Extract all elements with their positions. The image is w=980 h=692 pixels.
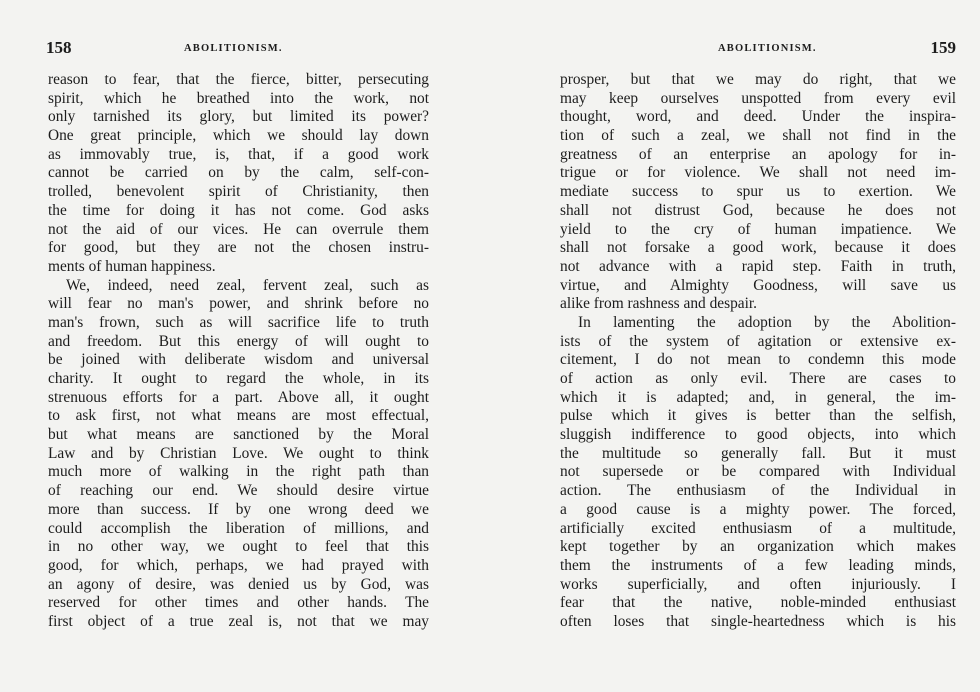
text-line: pulse which it gives is better than the selfish, xyxy=(560,407,956,425)
page-number: 158 xyxy=(46,38,72,57)
text-line: of reaching our end. We should desire virtue xyxy=(48,482,429,500)
text-line: artificially excited enthusiasm of a multitude, xyxy=(560,519,956,537)
text-line: works superficially, and often injuriously. I xyxy=(560,575,956,593)
left-page-header xyxy=(46,38,432,62)
text-line: alike from rashness and despair. xyxy=(560,295,758,313)
text-line: charity. It ought to regard the whole, in its xyxy=(48,370,429,387)
text-line: In lamenting the adoption by the Abolition- xyxy=(578,313,956,331)
text-line: good, for which, perhaps, we had prayed with xyxy=(48,556,429,574)
text-line: of action as only evil. There are cases to xyxy=(560,370,956,387)
text-line: shall not forsake a good work, because it does xyxy=(560,239,956,257)
text-line: tion of such a zeal, we shall not find in the xyxy=(560,127,956,145)
text-line: cannot be carried on by the calm, self-con- xyxy=(48,164,429,182)
text-line: to ask first, not what means are most effectual, xyxy=(48,407,429,425)
text-line: the multitude so generally fall. But it must xyxy=(560,444,956,462)
text-line: prosper, but that we may do right, that we xyxy=(560,71,956,88)
text-line: citement, I do not mean to condemn this mode xyxy=(560,351,956,369)
text-line: them the instruments of a few leading minds, xyxy=(560,556,956,574)
text-line: spirit, which he breathed into the work, not xyxy=(48,89,429,107)
text-line: thought, word, and deed. Under the inspira- xyxy=(560,108,956,126)
text-line: for good, but they are not the chosen instru- xyxy=(48,239,429,257)
text-line: in no other way, we ought to feel that this xyxy=(48,538,429,556)
text-line: only tarnished its glory, but limited its power? xyxy=(48,108,429,126)
text-line: and freedom. But this energy of will ought to xyxy=(48,332,429,350)
text-line: much more of walking in the right path than xyxy=(48,463,429,481)
text-line: We, indeed, need zeal, fervent zeal, such as xyxy=(66,276,429,294)
text-line: greatness of an enterprise an apology for in- xyxy=(560,145,956,163)
text-line: could accomplish the liberation of millions, and xyxy=(48,519,429,537)
text-line: often loses that single-heartedness which is his xyxy=(560,612,956,630)
text-line: reserved for other times and other hands. The xyxy=(48,594,429,612)
text-line: shall not distrust God, because he does not xyxy=(560,201,956,219)
text-line: not supersede or be compared with Individual xyxy=(560,463,956,481)
text-line: reason to fear, that the fierce, bitter, persecuting xyxy=(48,71,429,88)
text-line: more than success. If by one wrong deed we xyxy=(48,500,429,518)
text-line: man's frown, such as will sacrifice life to truth xyxy=(48,313,429,331)
text-line: kept together by an organization which makes xyxy=(560,538,956,556)
text-line: but what means are sanctioned by the Moral xyxy=(48,426,429,444)
text-line: yield to the cry of human impatience. We xyxy=(560,220,956,238)
text-line: which it is adapted; and, in general, the im- xyxy=(560,388,956,406)
left-page-body xyxy=(48,71,429,632)
text-line: Law and by Christian Love. We ought to think xyxy=(48,444,429,462)
text-line: ists of the system of agitation or extensive ex- xyxy=(560,332,956,350)
text-line: not the aid of our vices. He can overrule them xyxy=(48,220,429,238)
text-line: the time for doing it has not come. God asks xyxy=(48,201,429,219)
text-line: as immovably true, is, that, if a good work xyxy=(48,145,429,163)
text-line: mediate success to spur us to exertion. We xyxy=(560,183,956,201)
right-page xyxy=(490,0,980,692)
text-line: an agony of desire, was denied us by God, was xyxy=(48,575,429,593)
text-line: trolled, benevolent spirit of Christianity, then xyxy=(48,183,429,201)
text-line: first object of a true zeal is, not that we may xyxy=(48,612,429,630)
text-line: will fear no man's power, and shrink before no xyxy=(48,295,429,313)
right-page-header xyxy=(558,38,956,62)
text-line: may keep ourselves unspotted from every evil xyxy=(560,89,956,107)
text-line: virtue, and Almighty Goodness, will save us xyxy=(560,276,956,294)
right-page-body xyxy=(560,71,956,632)
running-head: ABOLITIONISM. xyxy=(718,43,817,54)
text-line: action. The enthusiasm of the Individual in xyxy=(560,482,956,500)
text-line: not advance with a rapid step. Faith in truth, xyxy=(560,257,956,275)
text-line: trigue or for violence. We shall not need im- xyxy=(560,164,956,182)
text-line: be joined with deliberate wisdom and universal xyxy=(48,351,429,369)
text-line: strenuous efforts for a part. Above all, it ought xyxy=(48,388,429,406)
text-line: sluggish indifference to good objects, into which xyxy=(560,426,956,444)
text-line: One great principle, which we should lay down xyxy=(48,127,429,145)
text-line: ments of human happiness. xyxy=(48,257,216,275)
text-line: a good cause is a mighty power. The forced, xyxy=(560,500,956,518)
running-head: ABOLITIONISM. xyxy=(184,43,283,54)
text-line: fear that the native, noble-minded enthusiast xyxy=(560,594,956,612)
page-number: 159 xyxy=(930,38,956,57)
